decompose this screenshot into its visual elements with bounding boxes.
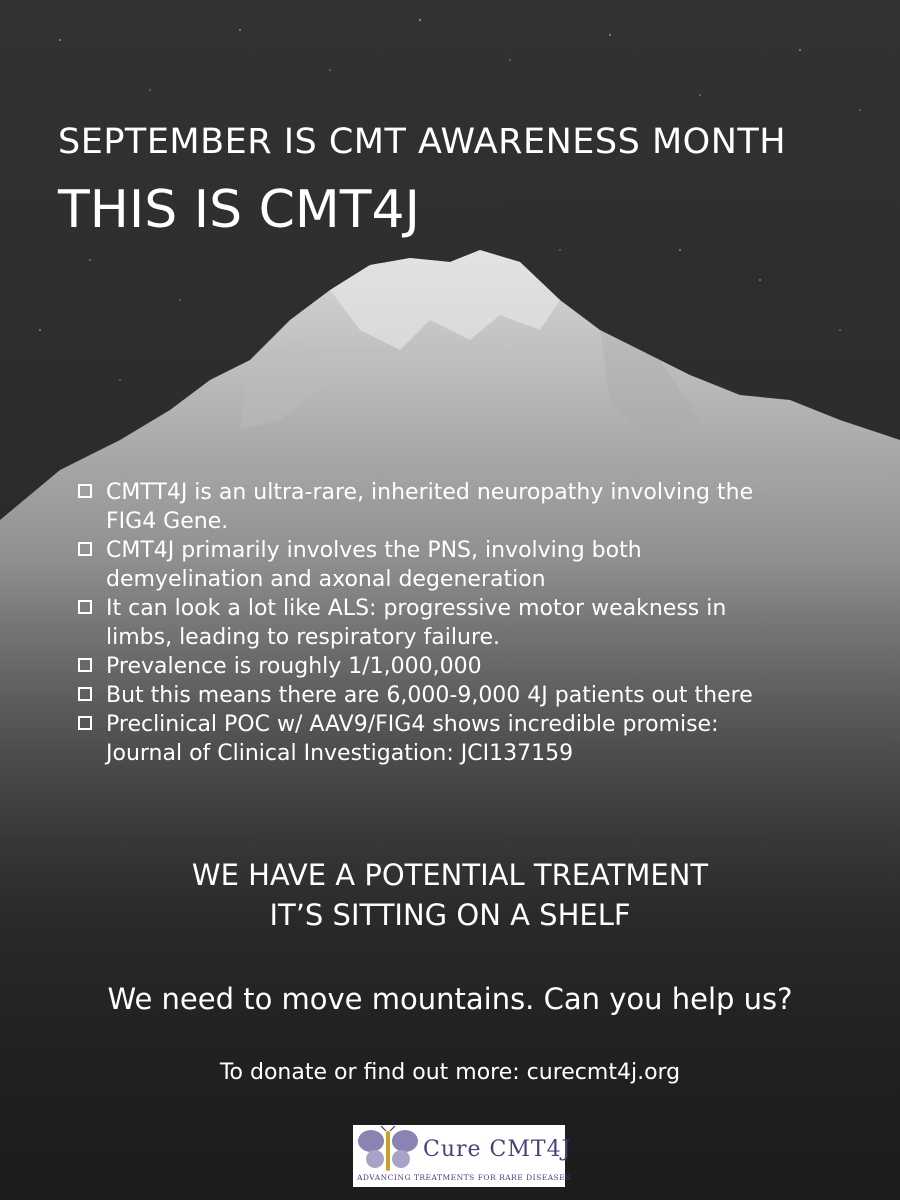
- treatment-line-1: WE HAVE A POTENTIAL TREATMENT: [191, 858, 709, 892]
- checkbox-icon: [78, 658, 92, 672]
- fact-list: [78, 478, 878, 768]
- fact-item: CMT4J primarily involves the PNS, involving both demyelination and axonal degeneration: [78, 536, 878, 594]
- checkbox-icon: [78, 600, 92, 614]
- donate-text[interactable]: To donate or find out more: curecmt4j.org: [219, 1060, 681, 1085]
- treatment-line-2: IT’S SITTING ON A SHELF: [269, 898, 631, 932]
- fact-item: But this means there are 6,000-9,000 4J patients out there: [78, 681, 878, 710]
- logo-name: Cure CMT4J: [423, 1137, 572, 1162]
- checkbox-icon: [78, 542, 92, 556]
- fact-item: Preclinical POC w/ AAV9/FIG4 shows incredible promise: Journal of Clinical Investigation: JCI137159: [78, 710, 878, 768]
- fact-item: Prevalence is roughly 1/1,000,000: [78, 652, 878, 681]
- heading-awareness-month: SEPTEMBER IS CMT AWARENESS MONTH: [58, 122, 787, 162]
- call-to-action: We need to move mountains. Can you help us?: [107, 982, 793, 1016]
- cure-cmt4j-logo[interactable]: [353, 1125, 572, 1187]
- checkbox-icon: [78, 484, 92, 498]
- fact-item: It can look a lot like ALS: progressive motor weakness in limbs, leading to respiratory failure.: [78, 594, 878, 652]
- checkbox-icon: [78, 716, 92, 730]
- logo-tagline: ADVANCING TREATMENTS FOR RARE DISEASES: [357, 1173, 571, 1182]
- butterfly-icon: [353, 1125, 423, 1175]
- fact-item: CMTT4J is an ultra-rare, inherited neuropathy involving the FIG4 Gene.: [78, 478, 878, 536]
- checkbox-icon: [78, 687, 92, 701]
- heading-this-is-cmt4j: THIS IS CMT4J: [58, 180, 420, 240]
